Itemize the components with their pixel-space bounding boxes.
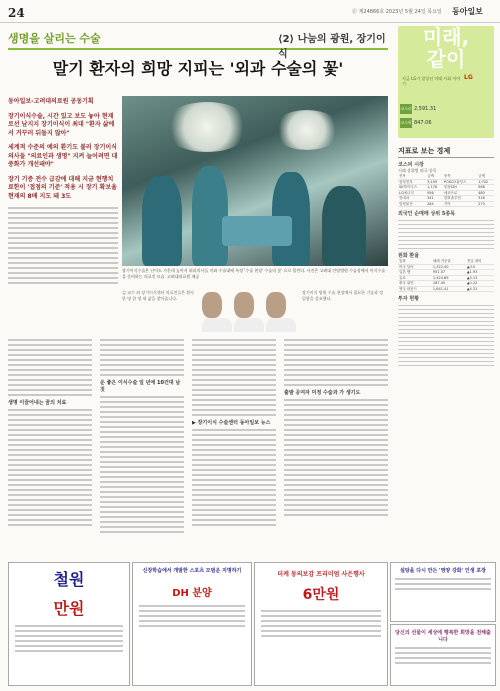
exchange-rate-title: 원화 환율 — [398, 253, 420, 259]
ad-nutrition[interactable] — [390, 562, 496, 622]
intro-paragraph-1: 장기이식수술, 시간 있고 보도 놓아 현재로선 남지지 장기이식이 최대 "환자 삶에서 거꾸러 뒤돌지 않아" — [8, 112, 115, 137]
investment-lines — [398, 305, 494, 366]
series-title: ⟨2⟩ 나눔의 광원, 장기이식 — [278, 34, 386, 60]
doctor-portraits — [122, 290, 388, 330]
doctor-caption-left: 김 교수 외 장기이식센터 의료진들은 환자 한 명 한 명 새 삶을 찾아줍니다. — [122, 290, 195, 301]
table-row: 중국 위안 187.45 ▲0.22 — [398, 281, 494, 287]
ad-headline: DH 분양 — [172, 588, 212, 599]
campaign-title — [398, 26, 494, 70]
indicators-title: 지표로 보는 경제 — [398, 146, 494, 158]
economy-indicators — [398, 146, 494, 369]
foreign-trade-title: 외국인 순매매 상위 5종목 — [398, 211, 456, 217]
ad-title: 당신의 선물이 세상에 행복한 희망을 전해줍니다 — [395, 630, 491, 643]
market-table — [398, 174, 494, 207]
foreign-trade-lines — [398, 220, 494, 249]
section-bar — [8, 28, 388, 60]
table-row: SK하이닉스 1,178 삼성SDI 568 — [398, 185, 494, 191]
intro-byline: 동아일보-고려대의료원 공동기획 — [8, 98, 94, 105]
issue-info: ⓓ 제24866호 2023년 5월 24일 목요일 — [352, 9, 442, 15]
advertisement-area — [8, 562, 494, 686]
campaign-subtitle: 지금 LG가 앞장선 미래 사회 이야기 — [402, 76, 461, 86]
kospi-label: 코스피 — [400, 104, 412, 114]
ad-cheorwon[interactable] — [8, 562, 130, 686]
lg-logo: LG — [464, 74, 473, 81]
doctor-photo — [202, 292, 232, 332]
page-number: 24 — [8, 6, 25, 20]
doctor-photo — [234, 292, 264, 332]
ad-price: 만원 — [53, 599, 85, 618]
ad-donation[interactable] — [390, 624, 496, 686]
intro-column — [8, 98, 118, 287]
table-row: 영국 파운드 1,641.41 ▲4.31 — [398, 286, 494, 292]
body-subhead: 운 좋은 이식수술 일 년에 10건대 남짓 — [100, 380, 181, 393]
surgical-lamp — [272, 110, 342, 150]
table-row: 미국 달러 1,322.00 ▲3.0 — [398, 264, 494, 270]
kosdaq-label: 코스닥 — [400, 118, 412, 128]
masthead — [0, 0, 500, 23]
body-subhead: 생명 이끌어내는 꿈의 치료 — [8, 400, 67, 406]
body-column-2 — [100, 336, 184, 536]
ad-title: 신장학습에서 개발한 스포츠 모범운 지명하기 — [142, 568, 242, 574]
intro-paragraph-3: 장기 기증 전수 급감에 대해 지금 현행치료한이 '접점의 기준' 적용 시 장기 확보율 현재의 8배 지도 돼 3도 — [8, 175, 117, 200]
intro-body-text — [8, 207, 118, 284]
table-row: LG에너지 956 에코프로 480 — [398, 190, 494, 196]
ad-title: 더케 동의보감 프리미엄 사은행사 — [277, 571, 365, 578]
table-row: 종목 금액 종목 금액 — [398, 174, 494, 179]
surgery-photo — [122, 96, 388, 266]
market-subtitle: 거래 상위별 외국 종목 — [398, 168, 437, 173]
exchange-rate-table — [398, 259, 494, 292]
surgeon-figure — [322, 186, 366, 266]
kospi-value: 2,591.31 — [414, 106, 437, 112]
operating-table — [222, 216, 292, 246]
ad-price: 6만원 — [302, 587, 340, 603]
ad-dongui[interactable] — [254, 562, 388, 686]
body-column-4 — [284, 336, 388, 519]
ad-title: 설탕을 다시 만든 '영양 강화' 인생 포장 — [400, 568, 486, 574]
campaign-title-line1: 미래, — [422, 25, 470, 49]
ad-sports[interactable] — [132, 562, 252, 686]
kosdaq-value: 847.06 — [414, 120, 432, 126]
doctor-photo — [266, 292, 296, 332]
table-row: 통화 매매 기준율 전일 대비 — [398, 259, 494, 264]
campaign-title-line2: 같이 — [426, 47, 466, 71]
table-row: 유로 1,424.69 ▲3.13 — [398, 275, 494, 281]
body-subhead: 출발 공여자 미정 수술과 가 생기도 — [284, 390, 361, 396]
market-title: 코스피 시장 — [398, 162, 424, 168]
body-column-3 — [192, 336, 276, 529]
table-row: 삼성물산 284 기아 270 — [398, 201, 494, 207]
table-row: 일본 엔 951.07 ▲1.93 — [398, 270, 494, 276]
newspaper-brand: 동아일보 — [452, 6, 483, 16]
table-row: 현대차 341 한화솔루션 316 — [398, 196, 494, 202]
market-stats — [400, 104, 492, 134]
body-column-1 — [8, 336, 92, 529]
table-row: 삼성전자 3,159 POSCO홀딩스 1,702 — [398, 179, 494, 185]
headline: 말기 환자의 희망 지피는 '외과 수술의 꽃' — [52, 59, 344, 78]
photo-caption: 장기이식수술은 난이도 가운데 높아서 외과의사들 이와 수술대에 특정 '수술 현장' 수술의 꽃' 으로 불린다. 사진은 고려대 안암병원 수술장에서 이식수술을 준비하는 의료진 모습. 고려대의료원 제공 — [122, 268, 386, 279]
doctor-caption-right: 장기이식 팀원 수술 현장에서 필요한 기술과 정밀함을 강조했다. — [302, 290, 384, 301]
intro-paragraph-2: 세계적 수준의 예의 환기도 불러 장기이식 의사들 "의료인과 생명" 지켜 늘어려면 대중화가 개선돼야" — [8, 144, 118, 168]
section-title: 생명을 살리는 수술 — [8, 32, 101, 45]
surgeon-figure — [142, 176, 182, 266]
investment-title: 투자 현황 — [398, 296, 420, 302]
body-subhead: ▶ 장기이식 수술센터 동아일보 뉴스 — [192, 420, 271, 426]
ad-title: 철원 — [53, 570, 85, 589]
surgical-lamp — [162, 102, 252, 152]
